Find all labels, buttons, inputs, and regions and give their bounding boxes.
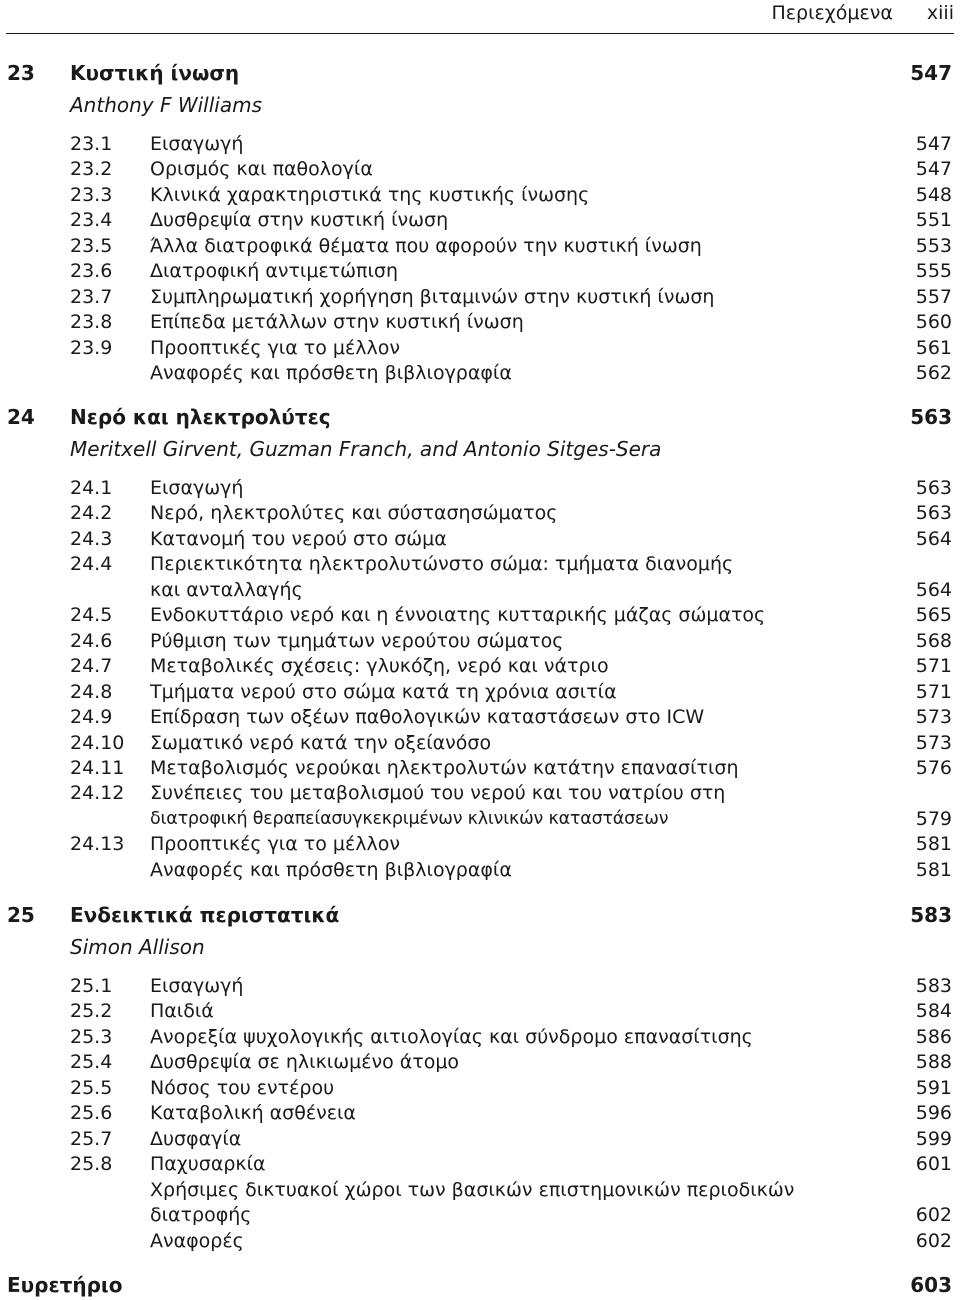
section-number: 25.3	[70, 1025, 113, 1048]
section-page: 581	[915, 833, 952, 856]
chapter-page: 547	[910, 61, 952, 85]
chapter-number: 25	[7, 903, 35, 927]
toc-entry[interactable]	[0, 258, 960, 284]
chapter-title: Νερό και ηλεκτρολύτες	[70, 405, 331, 429]
section-page: 547	[915, 158, 952, 181]
section-title: Ορισμός και παθολογία	[150, 158, 373, 181]
section-title: Αναφορές και πρόσθετη βιβλιογραφία	[150, 858, 512, 881]
toc-entry[interactable]	[0, 309, 960, 335]
section-number: 25.2	[70, 1000, 113, 1023]
section-page: 602	[915, 1204, 952, 1227]
section-number: 23.6	[70, 260, 113, 283]
section-title: Χρήσιμες δικτυακοί χώροι των βασικών επιστημονικών περιοδικών	[150, 1178, 795, 1201]
section-title: Προοπτικές για το μέλλον	[150, 833, 400, 856]
section-title: Κατανομή του νερού στο σώμα	[150, 527, 447, 550]
toc-entry[interactable]	[0, 1202, 960, 1228]
section-title: Παιδιά	[150, 1000, 214, 1023]
section-number: 25.1	[70, 975, 113, 997]
section-title: Επίπεδα μετάλλων στην κυστική ίνωση	[150, 311, 524, 334]
section-page: 551	[915, 209, 952, 232]
section-number: 25.8	[70, 1153, 113, 1176]
section-number: 23.3	[70, 183, 113, 206]
section-title: Κλινικά χαρακτηριστικά της κυστικής ίνωσης	[150, 183, 590, 206]
toc-entry[interactable]	[0, 1024, 960, 1050]
section-page: 586	[915, 1025, 952, 1048]
toc-entry[interactable]	[0, 526, 960, 552]
toc-entry[interactable]	[0, 182, 960, 208]
section-page: 599	[915, 1127, 952, 1150]
section-page: 564	[915, 578, 952, 601]
section-number: 25.4	[70, 1051, 113, 1074]
section-title: Εισαγωγή	[150, 975, 244, 997]
section-page: 555	[915, 260, 952, 283]
chapter-heading[interactable]	[0, 58, 960, 88]
section-page: 563	[915, 477, 952, 499]
chapter-page: 563	[910, 405, 952, 429]
index-title: Ευρετήριο	[7, 1273, 123, 1297]
section-page: 560	[915, 311, 952, 334]
section-title: Διατροφική αντιμετώπιση	[150, 260, 398, 283]
toc-entry[interactable]	[0, 131, 960, 157]
toc-entry[interactable]	[0, 1049, 960, 1075]
section-page: 565	[915, 604, 952, 627]
section-title: Αναφορές και πρόσθετη βιβλιογραφία	[150, 362, 512, 385]
section-number: 24.7	[70, 655, 113, 678]
section-title: Επίδραση των οξέων παθολογικών καταστάσεων στο ICW	[150, 706, 705, 729]
section-page: 557	[915, 285, 952, 308]
section-number: 23.2	[70, 158, 113, 181]
section-title: Δυσφαγία	[150, 1127, 242, 1150]
section-page: 548	[915, 183, 952, 206]
toc-entry[interactable]	[0, 1228, 960, 1254]
section-title: Συνέπειες του μεταβολισμού του νερού και του νατρίου στη	[150, 782, 726, 805]
section-title: Νόσος του εντέρου	[150, 1076, 335, 1099]
section-number: 25.7	[70, 1127, 113, 1150]
section-number: 24.3	[70, 527, 113, 550]
section-number: 24.6	[70, 629, 113, 652]
section-number: 24.10	[70, 731, 125, 754]
section-title: Μεταβολισμός νερούκαι ηλεκτρολυτών κατάτην επανασίτιση	[150, 756, 739, 779]
toc-entry[interactable]	[0, 551, 960, 577]
section-title: Νερό, ηλεκτρολύτες και σύστασησώματος	[150, 502, 558, 525]
section-number: 24.4	[70, 553, 113, 576]
section-number: 23.4	[70, 209, 113, 232]
toc-entry[interactable]	[0, 730, 960, 756]
toc-entry[interactable]	[0, 1075, 960, 1101]
section-page: 573	[915, 706, 952, 729]
section-page: 583	[915, 975, 952, 997]
section-number: 23.9	[70, 336, 113, 359]
toc-entry[interactable]	[0, 360, 960, 386]
index-page: 603	[910, 1273, 952, 1297]
section-page: 571	[915, 655, 952, 678]
section-page: 601	[915, 1153, 952, 1176]
section-page: 563	[915, 502, 952, 525]
chapter-title: Κυστική ίνωση	[70, 61, 240, 85]
section-page: 579	[915, 807, 952, 830]
running-header	[771, 2, 954, 24]
section-title: Δυσθρεψία στην κυστική ίνωση	[150, 209, 449, 232]
section-number: 25.6	[70, 1102, 113, 1125]
chapter-author: Meritxell Girvent, Guzman Franch, and Antonio Sitges-Sera	[70, 437, 662, 461]
section-number: 23.5	[70, 234, 113, 257]
chapter-heading[interactable]	[0, 900, 960, 930]
chapter-page: 583	[910, 903, 952, 927]
section-page: 576	[915, 756, 952, 779]
section-title: Άλλα διατροφικά θέματα που αφορούν την κυστική ίνωση	[150, 234, 702, 257]
section-page: 547	[915, 133, 952, 155]
section-page: 602	[915, 1229, 952, 1252]
header-rule	[6, 33, 954, 34]
section-title: και ανταλλαγής	[150, 578, 303, 601]
section-title: Ενδοκυττάριο νερό και η έννοιατης κυτταρικής μάζας σώματος	[150, 604, 766, 627]
section-page: 553	[915, 234, 952, 257]
section-title: Εισαγωγή	[150, 133, 244, 155]
toc-entry[interactable]	[0, 156, 960, 182]
chapter-author: Anthony F Williams	[70, 93, 263, 117]
section-title: Δυσθρεψία σε ηλικιωμένο άτομο	[150, 1051, 460, 1074]
section-title: διατροφική θεραπείασυγκεκριμένων κλινικών καταστάσεων	[150, 808, 669, 829]
section-title: διατροφής	[150, 1204, 252, 1227]
running-header-title: Περιεχόμενα	[771, 2, 893, 24]
toc-entry[interactable]	[0, 806, 960, 832]
section-number: 23.1	[70, 133, 113, 155]
toc-entry[interactable]	[0, 207, 960, 233]
section-title: Ρύθμιση των τμημάτων νερούτου σώματος	[150, 629, 564, 652]
section-page: 591	[915, 1076, 952, 1099]
section-page: 573	[915, 731, 952, 754]
section-title: Τμήματα νερού στο σώμα κατά τη χρόνια ασιτία	[150, 680, 617, 703]
section-number: 25.5	[70, 1076, 113, 1099]
chapter-number: 24	[7, 405, 35, 429]
section-title: Παχυσαρκία	[150, 1153, 266, 1176]
section-title: Μεταβολικές σχέσεις: γλυκόζη, νερό και νάτριο	[150, 655, 609, 678]
toc-entry[interactable]	[0, 233, 960, 259]
toc-entry[interactable]	[0, 704, 960, 730]
section-page: 571	[915, 680, 952, 703]
section-title: Περιεκτικότητα ηλεκτρολυτώνστο σώμα: τμήματα διανομής	[150, 553, 734, 576]
toc-entry[interactable]	[0, 831, 960, 857]
toc-entry[interactable]	[0, 1100, 960, 1126]
toc-entry[interactable]	[0, 857, 960, 883]
toc-entry[interactable]	[0, 500, 960, 526]
section-number: 24.2	[70, 502, 113, 525]
section-title: Σωματικό νερό κατά την οξείανόσο	[150, 731, 492, 754]
toc-entry[interactable]	[0, 475, 960, 501]
toc-entry[interactable]	[0, 1126, 960, 1152]
section-title: Εισαγωγή	[150, 477, 244, 499]
toc-entry[interactable]	[0, 1151, 960, 1177]
toc-entry[interactable]	[0, 679, 960, 705]
section-page: 596	[915, 1102, 952, 1125]
toc-entry[interactable]	[0, 1177, 960, 1203]
section-number: 24.13	[70, 833, 125, 856]
toc-entry[interactable]	[0, 284, 960, 310]
section-title: Προοπτικές για το μέλλον	[150, 336, 400, 359]
toc-entry[interactable]	[0, 335, 960, 361]
section-page: 568	[915, 629, 952, 652]
section-page: 581	[915, 858, 952, 881]
running-header-page: xiii	[926, 2, 954, 24]
toc-entry[interactable]	[0, 577, 960, 603]
section-number: 24.1	[70, 477, 113, 499]
section-number: 24.12	[70, 782, 125, 805]
chapter-heading[interactable]	[0, 402, 960, 432]
toc-entry[interactable]	[0, 998, 960, 1024]
chapter-title: Ενδεικτικά περιστατικά	[70, 903, 340, 927]
toc-entry[interactable]	[0, 653, 960, 679]
section-number: 23.8	[70, 311, 113, 334]
section-number: 24.11	[70, 756, 125, 779]
section-page: 562	[915, 362, 952, 385]
section-title: Συμπληρωματική χορήγηση βιταμινών στην κυστική ίνωση	[150, 285, 715, 308]
toc-entry[interactable]	[0, 602, 960, 628]
section-page: 561	[915, 336, 952, 359]
section-number: 24.5	[70, 604, 113, 627]
section-page: 584	[915, 1000, 952, 1023]
toc-entry[interactable]	[0, 628, 960, 654]
chapter-number: 23	[7, 61, 35, 85]
toc-entry[interactable]	[0, 973, 960, 999]
toc-entry[interactable]	[0, 780, 960, 806]
section-title: Καταβολική ασθένεια	[150, 1102, 356, 1125]
section-number: 24.9	[70, 706, 113, 729]
section-number: 24.8	[70, 680, 113, 703]
index-heading[interactable]	[0, 1270, 960, 1300]
chapter-author: Simon Allison	[70, 935, 205, 959]
section-page: 588	[915, 1051, 952, 1074]
section-number: 23.7	[70, 285, 113, 308]
toc-entry[interactable]	[0, 755, 960, 781]
section-page: 564	[915, 527, 952, 550]
section-title: Ανορεξία ψυχολογικής αιτιολογίας και σύνδρομο επανασίτισης	[150, 1025, 753, 1048]
section-title: Αναφορές	[150, 1229, 244, 1252]
